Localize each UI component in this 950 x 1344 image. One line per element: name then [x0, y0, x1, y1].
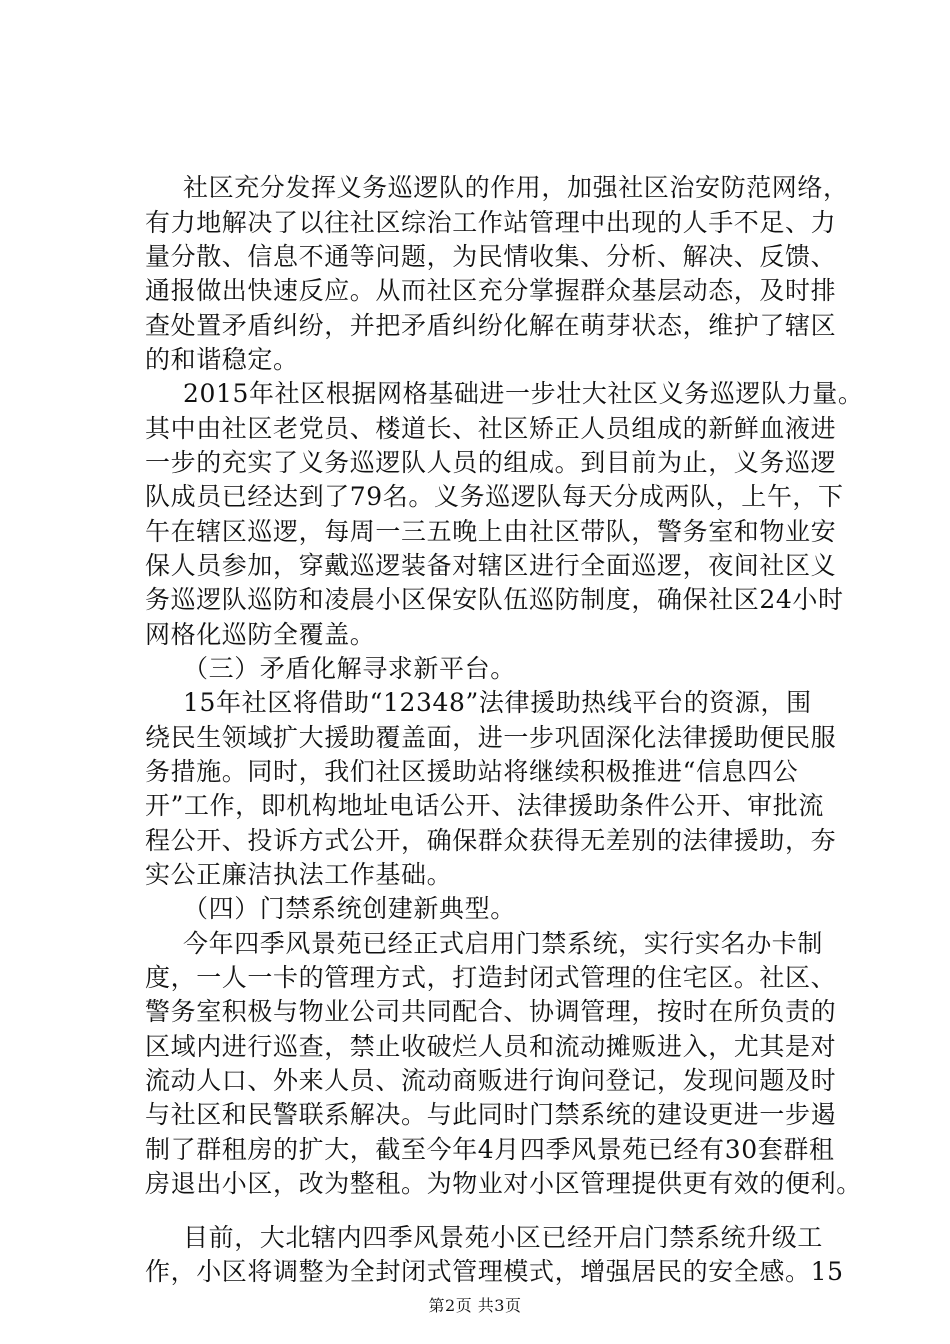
- text-line: 网格化巡防全覆盖。: [145, 620, 376, 649]
- text-line: 查处置矛盾纠纷，并把矛盾纠纷化解在萌芽状态，维护了辖区: [145, 311, 837, 340]
- text-line: 一步的充实了义务巡逻队人员的组成。到目前为止，义务巡逻: [145, 448, 837, 477]
- text-line: 社区充分发挥义务巡逻队的作用，加强社区治安防范网络，: [183, 173, 849, 202]
- text-line: 队成员已经达到了79名。义务巡逻队每天分成两队，上午，下: [145, 482, 844, 511]
- text-line: 的和谐稳定。: [145, 345, 299, 374]
- text-line: 警务室积极与物业公司共同配合、协调管理，按时在所负责的: [145, 997, 837, 1026]
- text-line: 与社区和民警联系解决。与此同时门禁系统的建设更进一步遏: [145, 1100, 837, 1129]
- text-line: 通报做出快速反应。从而社区充分掌握群众基层动态，及时排: [145, 276, 837, 305]
- text-line: 有力地解决了以往社区综治工作站管理中出现的人手不足、力: [145, 208, 837, 237]
- section-heading: （四）门禁系统创建新典型。: [183, 894, 516, 923]
- section-heading: （三）矛盾化解寻求新平台。: [183, 654, 516, 683]
- text-line: 开”工作，即机构地址电话公开、法律援助条件公开、审批流: [145, 791, 824, 820]
- text-line: 务巡逻队巡防和凌晨小区保安队伍巡防制度，确保社区24小时: [145, 585, 844, 614]
- text-line: 房退出小区，改为整租。为物业对小区管理提供更有效的便利。: [145, 1169, 862, 1198]
- text-line: 作，小区将调整为全封闭式管理模式，增强居民的安全感。15: [145, 1257, 844, 1286]
- text-line: 程公开、投诉方式公开，确保群众获得无差别的法律援助，夯: [145, 826, 837, 855]
- text-line: 量分散、信息不通等问题，为民情收集、分析、解决、反馈、: [145, 242, 837, 271]
- text-line: 15年社区将借助“12348”法律援助热线平台的资源，围: [183, 688, 812, 717]
- text-line: 其中由社区老党员、楼道长、社区矫正人员组成的新鲜血液进: [145, 414, 837, 443]
- text-line: 保人员参加，穿戴巡逻装备对辖区进行全面巡逻，夜间社区义: [145, 551, 837, 580]
- text-line: 区域内进行巡查，禁止收破烂人员和流动摊贩进入，尤其是对: [145, 1032, 837, 1061]
- text-line: 流动人口、外来人员、流动商贩进行询问登记，发现问题及时: [145, 1066, 837, 1095]
- text-line: 实公正廉洁执法工作基础。: [145, 860, 453, 889]
- text-line: 务措施。同时，我们社区援助站将继续积极推进“信息四公: [145, 757, 799, 786]
- text-line: 午在辖区巡逻，每周一三五晚上由社区带队，警务室和物业安: [145, 517, 837, 546]
- page-number-footer: 第2页 共3页: [428, 1296, 522, 1315]
- text-line: 度，一人一卡的管理方式，打造封闭式管理的住宅区。社区、: [145, 963, 837, 992]
- text-line: 2015年社区根据网格基础进一步壮大社区义务巡逻队力量。: [183, 379, 864, 408]
- text-line: 今年四季风景苑已经正式启用门禁系统，实行实名办卡制: [183, 929, 824, 958]
- text-line: 制了群租房的扩大，截至今年4月四季风景苑已经有30套群租: [145, 1135, 835, 1164]
- text-line: 绕民生领域扩大援助覆盖面，进一步巩固深化法律援助便民服: [145, 723, 837, 752]
- text-line: 目前，大北辖内四季风景苑小区已经开启门禁系统升级工: [183, 1223, 824, 1252]
